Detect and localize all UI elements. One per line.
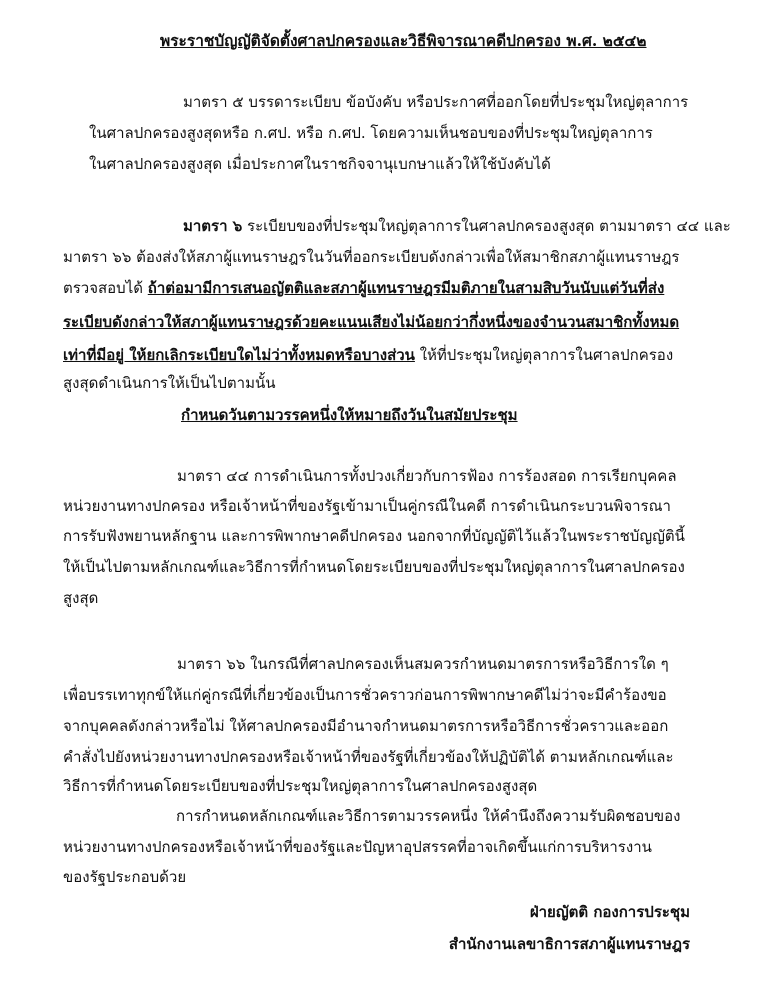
section66-line-8: ของรัฐประกอบด้วย bbox=[63, 868, 187, 886]
document-title: พระราชบัญญัติจัดตั้งศาลปกครองและวิธีพิจารณาคดีปกครอง พ.ศ. ๒๕๔๒ bbox=[160, 31, 647, 50]
signature-office: สำนักงานเลขาธิการสภาผู้แทนราษฎร bbox=[448, 935, 690, 953]
section44-line-3: การรับฟังพยานหลักฐาน และการพิพากษาคดีปกครอง นอกจากที่บัญญัติไว้แล้วในพระราชบัญญัตินี้ bbox=[63, 527, 685, 545]
section66-line-6: การกำหนดหลักเกณฑ์และวิธีการตามวรรคหนึ่ง ให้คำนึงถึงความรับผิดชอบของ bbox=[176, 807, 681, 825]
section6-line-3-text: ตรวจสอบได้ bbox=[63, 279, 148, 297]
section6-line-3 bbox=[63, 277, 664, 299]
section6-note: กำหนดวันตามวรรคหนึ่งให้หมายถึงวันในสมัยประชุม bbox=[181, 406, 518, 424]
section6-emphasis-2: ระเบียบดังกล่าวให้สภาผู้แทนราษฎรด้วยคะแนนเสียงไม่น้อยกว่ากึ่งหนึ่งของจำนวนสมาชิกทั้งหมด bbox=[63, 313, 680, 331]
section66-line-4: คำสั่งไปยังหน่วยงานทางปกครองหรือเจ้าหน้าที่ของรัฐที่เกี่ยวข้องให้ปฏิบัติได้ ตามหลักเกณฑ์และ bbox=[63, 748, 674, 766]
section66-line-3: จากบุคคลดังกล่าวหรือไม่ ให้ศาลปกครองมีอำนาจกำหนดมาตรการหรือวิธีการชั่วคราวและออก bbox=[63, 717, 669, 735]
section6-line-1 bbox=[183, 215, 731, 237]
section5-line-1: มาตรา ๕ บรรดาระเบียบ ข้อบังคับ หรือประกาศที่ออกโดยที่ประชุมใหญ่ตุลาการ bbox=[183, 93, 689, 111]
section6-line-5 bbox=[63, 344, 673, 366]
section6-line-6: สูงสุดดำเนินการให้เป็นไปตามนั้น bbox=[63, 374, 276, 392]
section44-line-1: มาตรา ๔๔ การดำเนินการทั้งปวงเกี่ยวกับการฟ้อง การร้องสอด การเรียกบุคคล bbox=[177, 467, 677, 485]
section66-line-1: มาตรา ๖๖ ในกรณีที่ศาลปกครองเห็นสมควรกำหนดมาตรการหรือวิธีการใด ๆ bbox=[177, 655, 669, 673]
section6-emphasis-3: เท่าที่มีอยู่ ให้ยกเลิกระเบียบใดไม่ว่าทั้งหมดหรือบางส่วน bbox=[63, 346, 415, 364]
signature-department: ฝ่ายญัตติ กองการประชุม bbox=[529, 903, 690, 921]
section66-line-5: วิธีการที่กำหนดโดยระเบียบของที่ประชุมใหญ่ตุลาการในศาลปกครองสูงสุด bbox=[63, 777, 538, 795]
section66-line-7: หน่วยงานทางปกครองหรือเจ้าหน้าที่ของรัฐและปัญหาอุปสรรคที่อาจเกิดขึ้นแก่การบริหารงาน bbox=[63, 838, 652, 856]
section44-line-5: สูงสุด bbox=[63, 589, 99, 607]
section5-line-2: ในศาลปกครองสูงสุดหรือ ก.ศป. หรือ ก.ศป. โดยความเห็นชอบของที่ประชุมใหญ่ตุลาการ bbox=[89, 124, 653, 142]
section6-line-1-text: ระเบียบของที่ประชุมใหญ่ตุลาการในศาลปกครองสูงสุด ตามมาตรา ๔๔ และ bbox=[242, 217, 731, 235]
section66-line-2: เพื่อบรรเทาทุกข์ให้แก่คู่กรณีที่เกี่ยวข้องเป็นการชั่วคราวก่อนการพิพากษาคดีไม่ว่าจะมีคำร้องขอ bbox=[63, 686, 667, 704]
section44-line-4: ให้เป็นไปตามหลักเกณฑ์และวิธีการที่กำหนดโดยระเบียบของที่ประชุมใหญ่ตุลาการในศาลปกครอง bbox=[63, 558, 685, 576]
section5-line-3: ในศาลปกครองสูงสุด เมื่อประกาศในราชกิจจานุเบกษาแล้วให้ใช้บังคับได้ bbox=[89, 155, 551, 173]
section6-line-2: มาตรา ๖๖ ต้องส่งให้สภาผู้แทนราษฎรในวันที่ออกระเบียบดังกล่าวเพื่อให้สมาชิกสภาผู้แทนราษฎร bbox=[63, 248, 680, 266]
section6-heading: มาตรา ๖ bbox=[183, 217, 243, 235]
section6-line-5-text: ให้ที่ประชุมใหญ่ตุลาการในศาลปกครอง bbox=[414, 346, 674, 364]
section6-emphasis-1: ถ้าต่อมามีการเสนอญัตติและสภาผู้แทนราษฎรมีมติภายในสามสิบวันนับแต่วันที่ส่ง bbox=[147, 279, 665, 297]
section44-line-2: หน่วยงานทางปกครอง หรือเจ้าหน้าที่ของรัฐเข้ามาเป็นคู่กรณีในคดี การดำเนินกระบวนพิจารณา bbox=[63, 497, 671, 515]
